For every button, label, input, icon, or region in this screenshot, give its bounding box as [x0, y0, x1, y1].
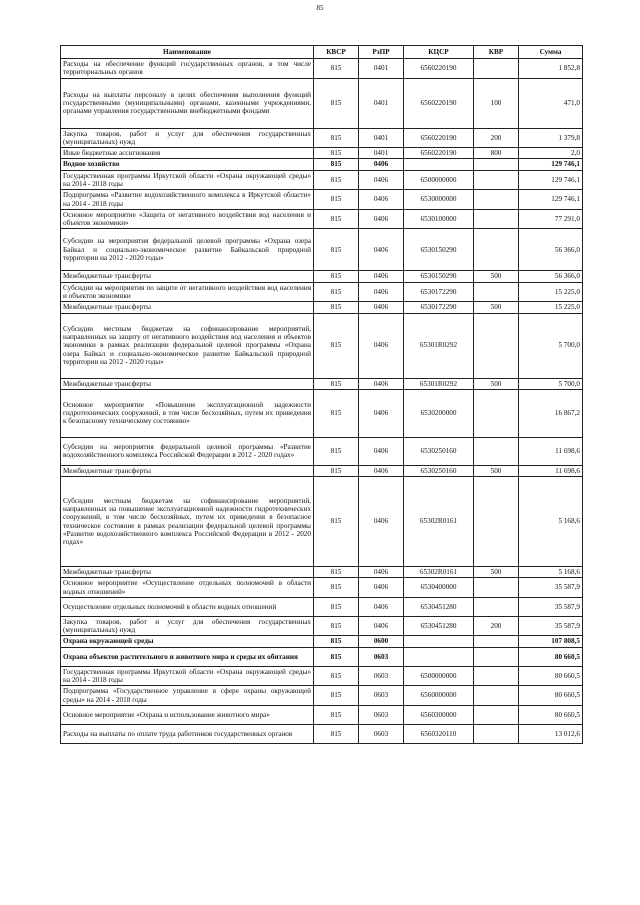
cell-kvr [474, 578, 519, 598]
cell-kvsr: 815 [314, 647, 359, 666]
table-row [61, 724, 583, 743]
cell-kvr [474, 647, 519, 666]
cell-kcsr: 6500000000 [404, 170, 474, 190]
cell-kvsr: 815 [314, 378, 359, 389]
table-row [61, 128, 583, 148]
cell-sum: 13 012,6 [519, 724, 583, 743]
cell-kvsr: 815 [314, 282, 359, 302]
cell-name: Межбюджетные трансферты [61, 465, 314, 476]
cell-kvsr: 815 [314, 78, 359, 128]
cell-sum: 5 168,6 [519, 477, 583, 567]
cell-sum: 1 852,8 [519, 59, 583, 79]
cell-rzpr: 0406 [359, 190, 404, 210]
table-row [61, 170, 583, 190]
cell-name: Межбюджетные трансферты [61, 271, 314, 282]
cell-rzpr: 0603 [359, 647, 404, 666]
cell-kvr [474, 229, 519, 271]
cell-rzpr: 0406 [359, 578, 404, 598]
table-row [61, 636, 583, 647]
table-row [61, 567, 583, 578]
cell-name: Расходы на выплаты персоналу в целях обеспечения выполнения функций государственными (муниципальными) органами, казенными учреждениями, органами управления государственными внебюджетными фондами [61, 78, 314, 128]
cell-kvr [474, 724, 519, 743]
cell-sum: 80 660,5 [519, 647, 583, 666]
cell-kcsr: 6560220190 [404, 78, 474, 128]
cell-kvsr: 815 [314, 190, 359, 210]
cell-rzpr: 0406 [359, 597, 404, 616]
cell-name: Субсидии на мероприятия федеральной целевой программы «Охрана озера Байкал и социально-экономическое развитие Байкальской природной территории на 2012 - 2020 годы» [61, 229, 314, 271]
cell-name: Субсидии местным бюджетам на софинансирование мероприятий, направленных на повышение эксплуатационной надежности гидротехнических сооружений, в том числе бесхозяйных, путем их приведения в безопасное техническое состояние в рамках реализации федеральной целевой программы «Развитие водохозяйственного комплекса Российской Федерации в 2012 - 2020 годах» [61, 477, 314, 567]
table-row [61, 465, 583, 476]
header-kvsr: КВСР [314, 46, 359, 59]
cell-sum: 35 587,9 [519, 597, 583, 616]
table-row [61, 271, 583, 282]
cell-kvsr: 815 [314, 705, 359, 724]
cell-rzpr: 0603 [359, 686, 404, 706]
cell-sum: 80 660,5 [519, 705, 583, 724]
cell-rzpr: 0603 [359, 666, 404, 686]
table-row [61, 313, 583, 378]
cell-name: Закупка товаров, работ и услуг для обеспечения государственных (муниципальных) нужд [61, 128, 314, 148]
cell-kcsr [404, 647, 474, 666]
cell-kvr [474, 686, 519, 706]
cell-kvr [474, 389, 519, 437]
cell-kvsr: 815 [314, 229, 359, 271]
cell-kvr [474, 636, 519, 647]
cell-kvsr: 815 [314, 616, 359, 636]
cell-name: Основное мероприятие «Осуществление отдельных полномочий в области водных отношений» [61, 578, 314, 598]
cell-kvr [474, 190, 519, 210]
cell-kcsr: 65301R0292 [404, 313, 474, 378]
cell-kvr [474, 282, 519, 302]
cell-kvsr: 815 [314, 636, 359, 647]
cell-kcsr: 6530172290 [404, 282, 474, 302]
cell-kcsr: 6500000000 [404, 666, 474, 686]
cell-sum: 129 746,1 [519, 159, 583, 170]
cell-kvsr: 815 [314, 59, 359, 79]
cell-sum: 56 366,0 [519, 271, 583, 282]
cell-kvr [474, 666, 519, 686]
table-row [61, 78, 583, 128]
cell-rzpr: 0406 [359, 209, 404, 229]
table-row [61, 647, 583, 666]
cell-kcsr: 6530250160 [404, 437, 474, 465]
cell-kcsr: 65301R0292 [404, 378, 474, 389]
cell-name: Межбюджетные трансферты [61, 378, 314, 389]
header-sum: Сумма [519, 46, 583, 59]
cell-rzpr: 0406 [359, 282, 404, 302]
cell-kcsr: 6530200000 [404, 389, 474, 437]
table-row [61, 389, 583, 437]
cell-kvr: 200 [474, 616, 519, 636]
cell-rzpr: 0401 [359, 78, 404, 128]
cell-kvr [474, 209, 519, 229]
cell-kvsr: 815 [314, 271, 359, 282]
table-row [61, 229, 583, 271]
cell-kvr [474, 159, 519, 170]
table-row [61, 666, 583, 686]
cell-sum: 129 746,1 [519, 190, 583, 210]
cell-kvr [474, 705, 519, 724]
table-row [61, 597, 583, 616]
header-rzpr: РзПР [359, 46, 404, 59]
cell-kvsr: 815 [314, 389, 359, 437]
cell-kvr [474, 477, 519, 567]
table-row [61, 302, 583, 313]
cell-name: Расходы на обеспечение функций государственных органов, в том числе территориальных органов [61, 59, 314, 79]
cell-kcsr: 6530451280 [404, 597, 474, 616]
cell-sum: 56 366,0 [519, 229, 583, 271]
cell-kcsr: 6530451280 [404, 616, 474, 636]
cell-name: Основное мероприятие «Охрана и использование животного мира» [61, 705, 314, 724]
cell-kcsr: 65302R0161 [404, 477, 474, 567]
header-kcsr: КЦСР [404, 46, 474, 59]
header-kvr: КВР [474, 46, 519, 59]
page-number: 85 [316, 4, 324, 12]
cell-kvr: 100 [474, 78, 519, 128]
table-row [61, 148, 583, 159]
cell-name: Охрана окружающей среды [61, 636, 314, 647]
header-name: Наименование [61, 46, 314, 59]
cell-kvsr: 815 [314, 128, 359, 148]
cell-kvr: 500 [474, 378, 519, 389]
cell-kvsr: 815 [314, 666, 359, 686]
cell-kcsr: 6530250160 [404, 465, 474, 476]
cell-kcsr: 6560000000 [404, 686, 474, 706]
cell-name: Субсидии на мероприятия по защите от негативного воздействия вод населения и объектов экономики [61, 282, 314, 302]
table-row [61, 159, 583, 170]
table-row [61, 209, 583, 229]
table-row [61, 616, 583, 636]
cell-sum: 107 808,5 [519, 636, 583, 647]
cell-kvr: 500 [474, 271, 519, 282]
table-row [61, 378, 583, 389]
cell-name: Осуществление отдельных полномочий в области водных отношений [61, 597, 314, 616]
cell-kcsr: 6530150290 [404, 229, 474, 271]
cell-kvr [474, 170, 519, 190]
cell-rzpr: 0406 [359, 378, 404, 389]
cell-kvr: 500 [474, 567, 519, 578]
table-row [61, 705, 583, 724]
cell-name: Межбюджетные трансферты [61, 567, 314, 578]
cell-name: Субсидии местным бюджетам на софинансирование мероприятий, направленных на защиту от негативного воздействия вод населения и объектов экономики в рамках реализации федеральной целевой программы «Охрана озера Байкал и социально-экономическое развитие Байкальской природной территории на 2012 - 2020 годы» [61, 313, 314, 378]
cell-kvsr: 815 [314, 170, 359, 190]
cell-kvsr: 815 [314, 477, 359, 567]
cell-kvr: 200 [474, 128, 519, 148]
cell-kcsr [404, 159, 474, 170]
cell-kvr: 800 [474, 148, 519, 159]
table-row [61, 578, 583, 598]
cell-sum: 129 746,1 [519, 170, 583, 190]
table-row [61, 59, 583, 79]
table-row [61, 437, 583, 465]
cell-sum: 5 700,0 [519, 313, 583, 378]
cell-kvsr: 815 [314, 313, 359, 378]
cell-kvr [474, 313, 519, 378]
cell-kcsr: 6560320110 [404, 724, 474, 743]
cell-kcsr: 6560220190 [404, 128, 474, 148]
cell-kvsr: 815 [314, 302, 359, 313]
table-row [61, 282, 583, 302]
budget-table [60, 45, 583, 744]
cell-kcsr: 6530150290 [404, 271, 474, 282]
cell-sum: 16 867,2 [519, 389, 583, 437]
cell-sum: 15 225,0 [519, 302, 583, 313]
cell-rzpr: 0406 [359, 389, 404, 437]
cell-kvsr: 815 [314, 567, 359, 578]
cell-name: Субсидии на мероприятия федеральной целевой программы «Развитие водохозяйственного комплекса Российской Федерации в 2012 - 2020 годах» [61, 437, 314, 465]
cell-kvsr: 815 [314, 148, 359, 159]
cell-rzpr: 0603 [359, 705, 404, 724]
cell-sum: 5 168,6 [519, 567, 583, 578]
cell-name: Основное мероприятие «Защита от негативного воздействия вод населения и объектов экономики» [61, 209, 314, 229]
cell-sum: 35 587,9 [519, 616, 583, 636]
cell-rzpr: 0406 [359, 567, 404, 578]
cell-rzpr: 0406 [359, 477, 404, 567]
table-row [61, 190, 583, 210]
cell-kvr [474, 59, 519, 79]
cell-name: Государственная программа Иркутской области «Охрана окружающей среды» на 2014 - 2018 годы [61, 666, 314, 686]
cell-name: Подпрограмма «Развитие водохозяйственного комплекса в Иркутской области» на 2014 - 2018 годы [61, 190, 314, 210]
cell-rzpr: 0406 [359, 313, 404, 378]
cell-rzpr: 0406 [359, 465, 404, 476]
cell-kcsr: 6560220190 [404, 148, 474, 159]
cell-kvsr: 815 [314, 597, 359, 616]
cell-name: Иные бюджетные ассигнования [61, 148, 314, 159]
cell-kvr: 500 [474, 302, 519, 313]
cell-sum: 2,0 [519, 148, 583, 159]
cell-rzpr: 0600 [359, 636, 404, 647]
cell-name: Межбюджетные трансферты [61, 302, 314, 313]
table-header-row [61, 46, 583, 59]
cell-name: Государственная программа Иркутской области «Охрана окружающей среды» на 2014 - 2018 годы [61, 170, 314, 190]
cell-kvr: 500 [474, 465, 519, 476]
cell-rzpr: 0406 [359, 159, 404, 170]
cell-rzpr: 0401 [359, 128, 404, 148]
cell-kcsr: 6560220190 [404, 59, 474, 79]
cell-kvr [474, 437, 519, 465]
cell-rzpr: 0406 [359, 302, 404, 313]
cell-name: Расходы на выплаты по оплате труда работников государственных органов [61, 724, 314, 743]
cell-kcsr: 6530400000 [404, 578, 474, 598]
cell-sum: 15 225,0 [519, 282, 583, 302]
cell-kcsr: 65302R0161 [404, 567, 474, 578]
cell-rzpr: 0406 [359, 170, 404, 190]
cell-sum: 5 700,0 [519, 378, 583, 389]
cell-kvsr: 815 [314, 437, 359, 465]
cell-kvsr: 815 [314, 465, 359, 476]
cell-name: Водное хозяйство [61, 159, 314, 170]
cell-name: Основное мероприятие «Повышение эксплуатационной надежности гидротехнических сооружений, в том числе бесхозяйных, путем их приведения к безопасному техническому состоянию» [61, 389, 314, 437]
cell-name: Закупка товаров, работ и услуг для обеспечения государственных (муниципальных) нужд [61, 616, 314, 636]
cell-kcsr [404, 636, 474, 647]
table-row [61, 686, 583, 706]
cell-rzpr: 0406 [359, 437, 404, 465]
cell-kcsr: 6530172290 [404, 302, 474, 313]
cell-sum: 80 660,5 [519, 686, 583, 706]
cell-kvsr: 815 [314, 724, 359, 743]
cell-kcsr: 6530000000 [404, 190, 474, 210]
cell-kvr [474, 597, 519, 616]
cell-rzpr: 0603 [359, 724, 404, 743]
cell-sum: 1 379,8 [519, 128, 583, 148]
table-row [61, 477, 583, 567]
cell-sum: 35 587,9 [519, 578, 583, 598]
cell-rzpr: 0401 [359, 148, 404, 159]
cell-kvsr: 815 [314, 159, 359, 170]
cell-sum: 80 660,5 [519, 666, 583, 686]
cell-rzpr: 0406 [359, 616, 404, 636]
cell-sum: 471,0 [519, 78, 583, 128]
cell-rzpr: 0401 [359, 59, 404, 79]
cell-kvsr: 815 [314, 578, 359, 598]
cell-kvsr: 815 [314, 686, 359, 706]
cell-kcsr: 6560300000 [404, 705, 474, 724]
cell-sum: 11 698,6 [519, 465, 583, 476]
cell-rzpr: 0406 [359, 229, 404, 271]
cell-sum: 77 291,0 [519, 209, 583, 229]
cell-name: Подпрограмма «Государственное управление в сфере охраны окружающей среды» на 2014 - 2018 годы [61, 686, 314, 706]
cell-kvsr: 815 [314, 209, 359, 229]
cell-name: Охрана объектов растительного и животного мира и среды их обитания [61, 647, 314, 666]
cell-rzpr: 0406 [359, 271, 404, 282]
cell-sum: 11 698,6 [519, 437, 583, 465]
cell-kcsr: 6530100000 [404, 209, 474, 229]
